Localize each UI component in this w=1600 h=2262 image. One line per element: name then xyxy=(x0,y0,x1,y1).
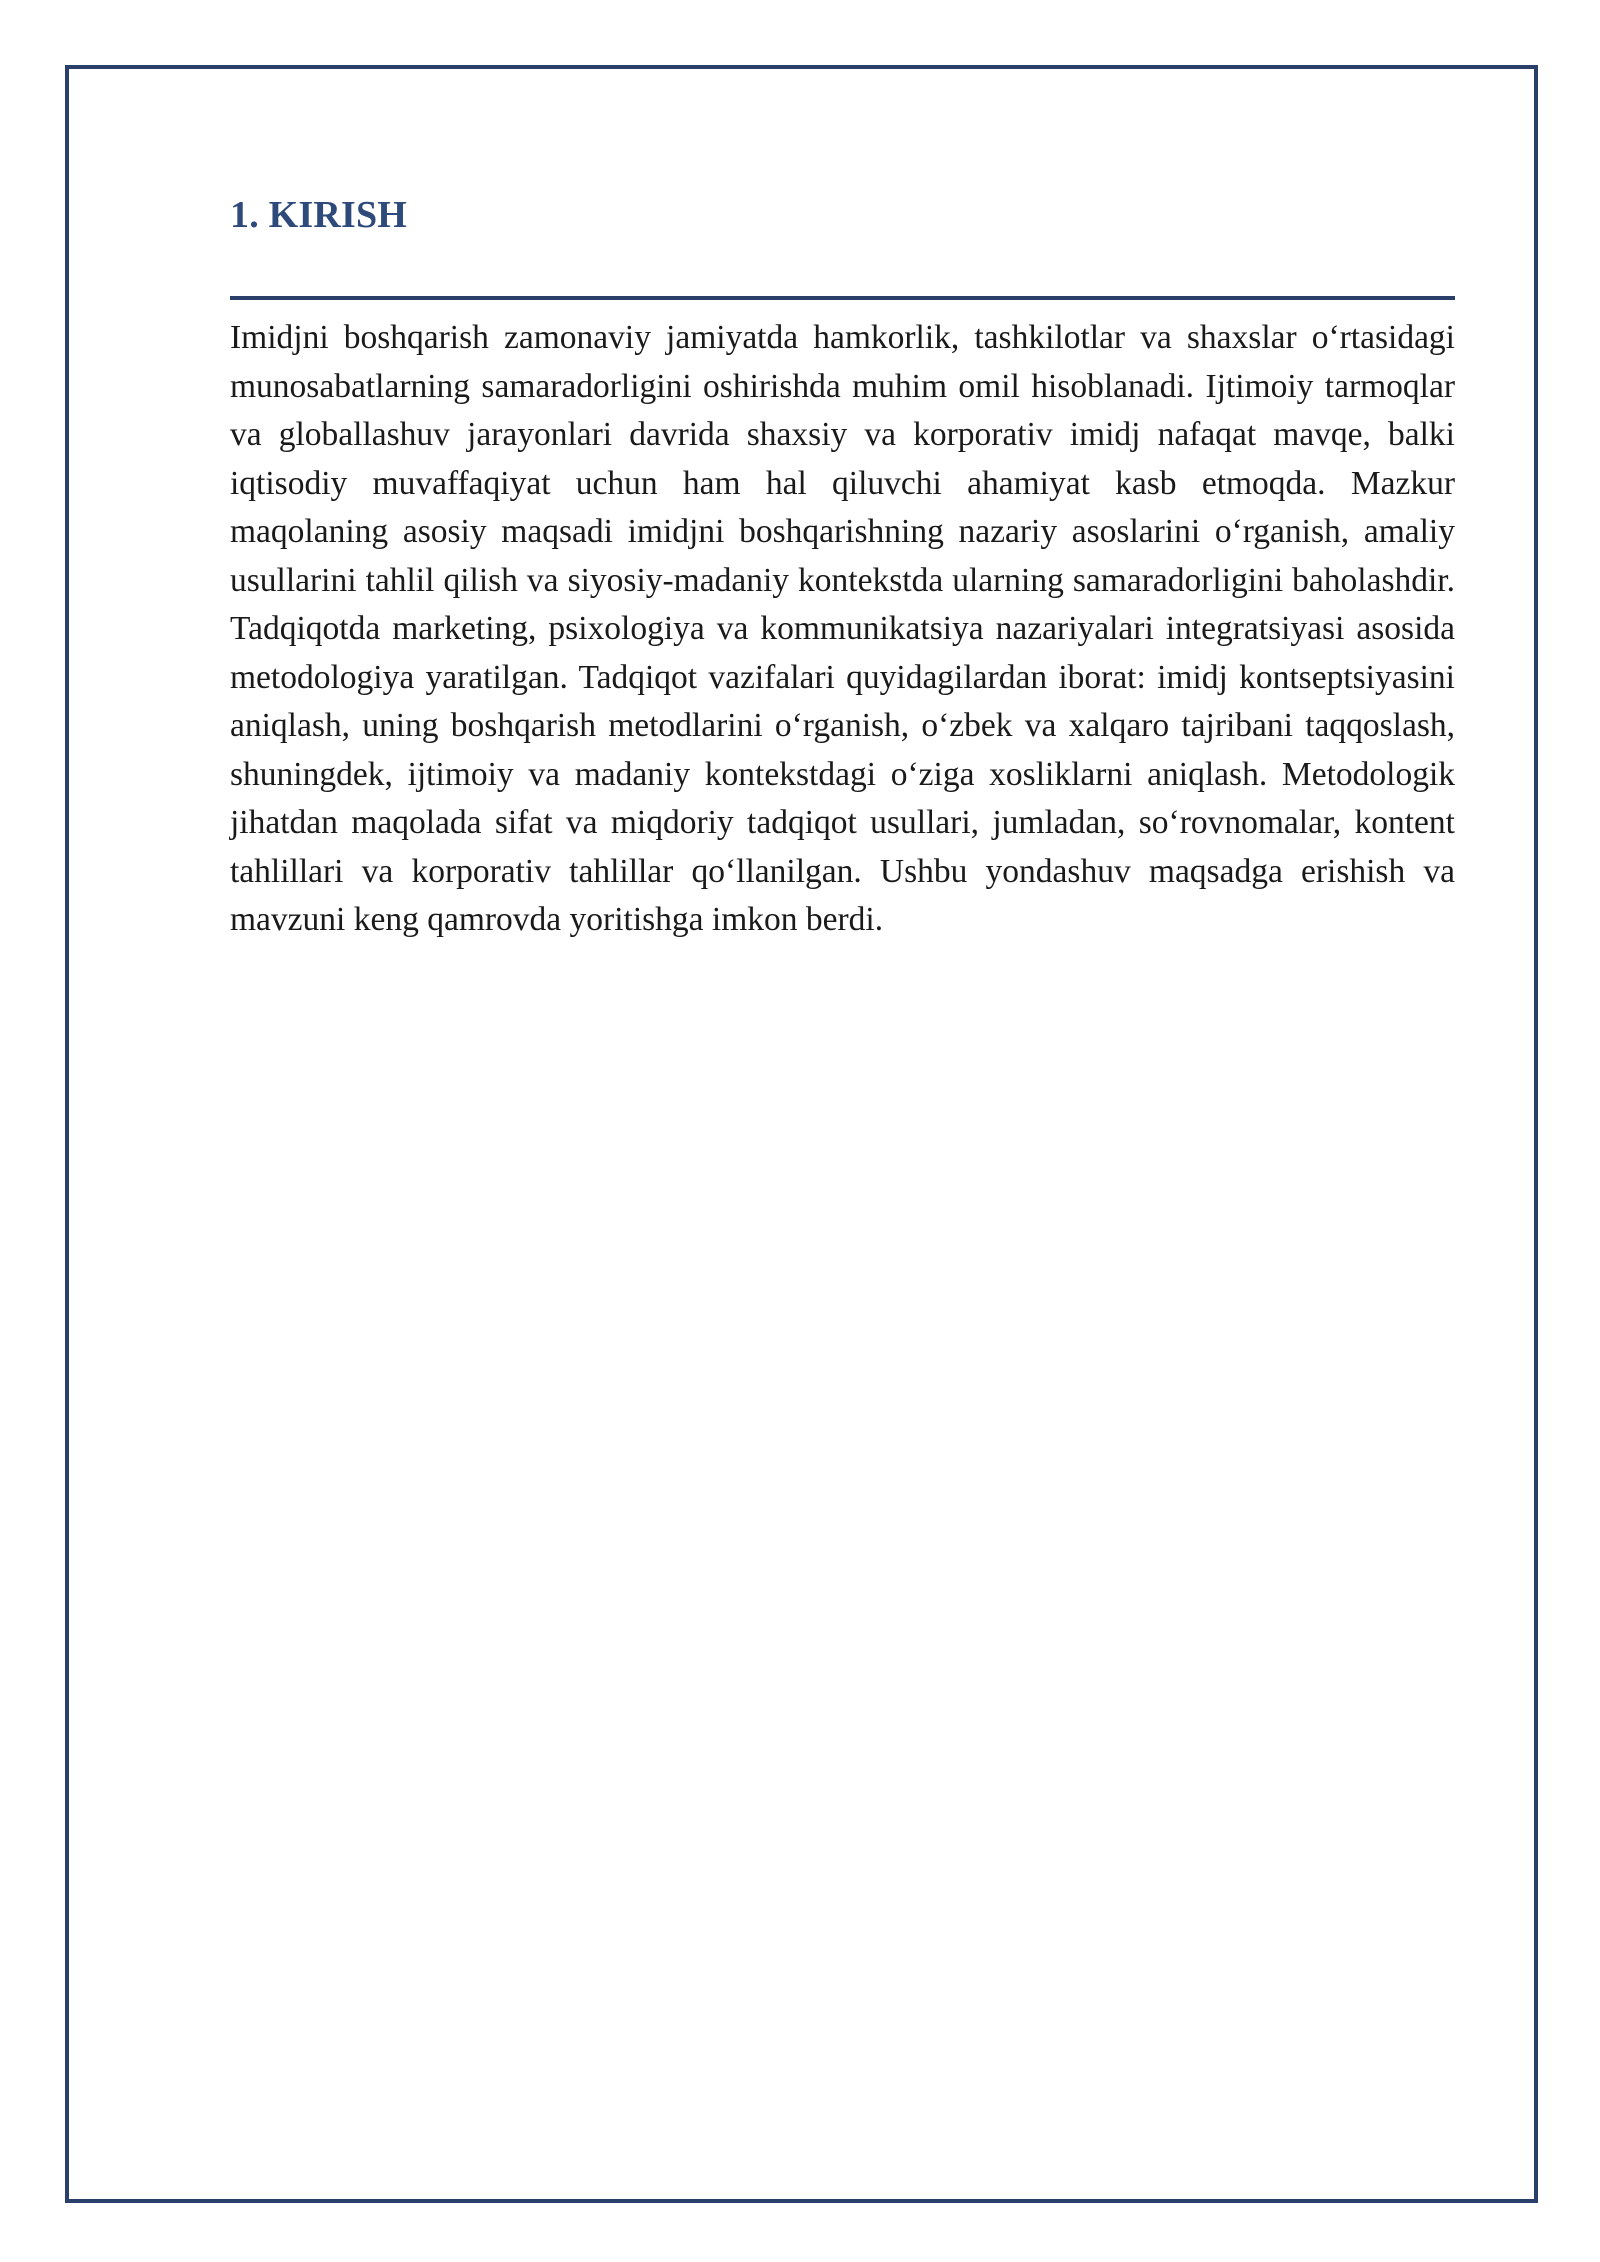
body-paragraph: Imidjni boshqarish zamonaviy jamiyatda hamkorlik, tashkilotlar va shaxslar o‘rtasidagi munosabatlarning samaradorligini oshirishda muhim omil hisoblanadi. Ijtimoiy tarmoqlar va globallashuv jarayonlari davrida shaxsiy va korporativ imidj nafaqat mavqe, balki iqtisodiy muvaffaqiyat uchun ham hal qiluvchi ahamiyat kasb etmoqda. Mazkur maqolaning asosiy maqsadi imidjni boshqarishning nazariy asoslarini o‘rganish, amaliy usullarini tahlil qilish va siyosiy-madaniy kontekstda ularning samaradorligini baholashdir. Tadqiqotda marketing, psixologiya va kommunikatsiya nazariyalari integratsiyasi asosida metodologiya yaratilgan. Tadqiqot vazifalari quyidagilardan iborat: imidj kontseptsiyasini aniqlash, uning boshqarish metodlarini o‘rganish, o‘zbek va xalqaro tajribani taqqoslash, shuningdek, ijtimoiy va madaniy kontekstdagi o‘ziga xosliklarni aniqlash. Metodologik jihatdan maqolada sifat va miqdoriy tadqiqot usullari, jumladan, so‘rovnomalar, kontent tahlillari va korporativ tahlillar qo‘llanilgan. Ushbu yondashuv maqsadga erishish va mavzuni keng qamrovda yoritishga imkon berdi. xyxy=(230,319,1455,938)
section-title: 1. KIRISH xyxy=(230,194,408,236)
document-content xyxy=(230,188,1455,945)
title-divider xyxy=(230,296,1455,300)
